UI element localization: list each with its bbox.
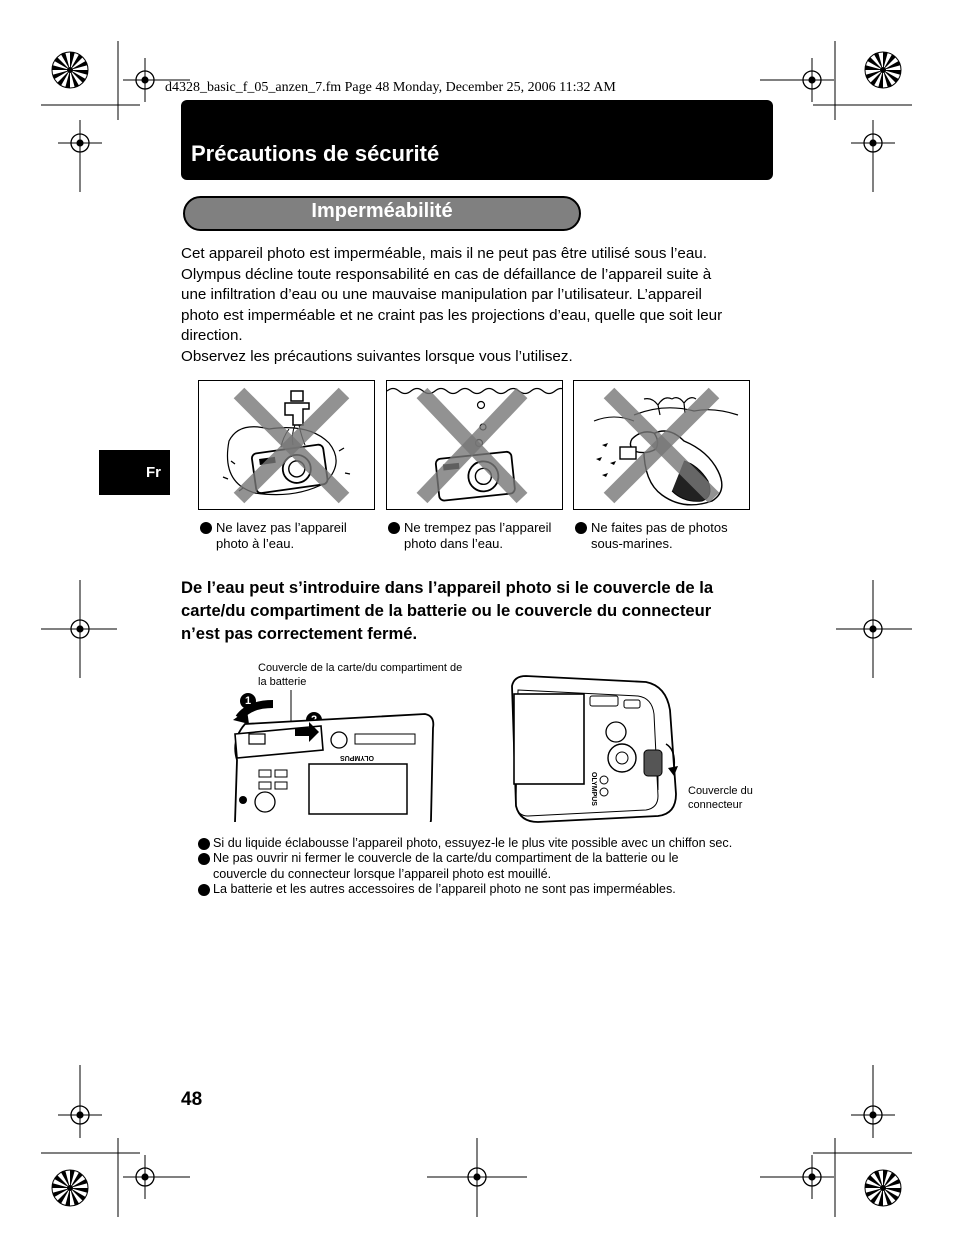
corner-mark-bottom-left (41, 1065, 190, 1217)
intro-line: une infiltration d’eau ou une mauvaise manipulation par l’utilisateur. L’appareil (181, 286, 702, 304)
heading-line: carte/du compartiment de la batterie ou le couvercle du connecteur (181, 600, 712, 620)
battery-cover-label-line: Couvercle de la carte/du compartiment de (258, 662, 463, 674)
camera-bottom-diagram (225, 690, 440, 822)
heading-line: n’est pas correctement fermé. (181, 623, 418, 643)
corner-mark-top-right (760, 41, 912, 192)
note-line: Si du liquide éclabousse l’appareil photo, essuyez-le le plus vite possible avec un chiffon sec. (213, 836, 733, 850)
side-mark-right (836, 580, 912, 678)
connector-cover-label-line: connecteur (688, 799, 743, 811)
warning-caption-line: photo à l’eau. (216, 535, 295, 551)
warning-caption-line: photo dans l’eau. (404, 535, 504, 551)
warning-illustration-wash (198, 380, 375, 510)
brand-logo: OLYMPUS (590, 772, 597, 806)
battery-cover-label-line: la batterie (258, 676, 307, 688)
cover-warning-heading (181, 577, 781, 645)
intro-line: Observez les précautions suivantes lorsque vous l’utilisez. (181, 347, 573, 365)
intro-line: direction. (181, 327, 243, 345)
bullet-icon (198, 838, 210, 850)
list-item (198, 836, 778, 851)
side-mark-left (41, 580, 117, 678)
list-item (198, 851, 778, 882)
intro-line: Olympus décline toute responsabilité en cas de défaillance de l’appareil suite à (181, 265, 712, 283)
list-item (198, 882, 778, 897)
page-number: 48 (181, 1089, 203, 1110)
heading-line: De l’eau peut s’introduire dans l’appareil photo si le couvercle de la (181, 578, 714, 597)
camera-in-water-illustration (387, 381, 562, 509)
note-line: La batterie et les autres accessoires de l’appareil photo ne sont pas imperméables. (213, 882, 676, 897)
connector-cover-label-line: Couvercle du (688, 785, 753, 797)
corner-mark-top-left (41, 41, 190, 192)
bullet-icon (200, 522, 212, 534)
warning-caption-line: Ne faites pas de photos (591, 520, 728, 535)
brand-logo: OLYMPUS (340, 754, 374, 761)
notes-list (198, 836, 778, 898)
warning-caption-underwater (575, 520, 755, 551)
camera-back-diagram (504, 672, 684, 828)
page-title: Précautions de sécurité (191, 141, 440, 166)
section-title: Imperméabilité (311, 200, 453, 222)
camera-under-tap-illustration (199, 381, 374, 509)
bullet-icon (198, 884, 210, 896)
note-line: couvercle du connecteur lorsque l’appareil photo est mouillé. (213, 866, 552, 881)
file-header: d4328_basic_f_05_anzen_7.fm Page 48 Monday, December 25, 2006 11:32 AM (165, 80, 616, 95)
warning-caption-immerse (388, 520, 568, 551)
language-tab-label: Fr (146, 464, 161, 481)
connector-cover-label (688, 784, 778, 812)
intro-line: Cet appareil photo est imperméable, mais il ne peut pas être utilisé sous l’eau. (181, 245, 707, 262)
bullet-icon (388, 522, 400, 534)
warning-caption-line: Ne lavez pas l’appareil (216, 520, 347, 535)
warning-caption-wash (200, 520, 380, 551)
bullet-icon (575, 522, 587, 534)
step-1-badge: 1 (240, 693, 256, 709)
warning-caption-line: Ne trempez pas l’appareil (404, 520, 552, 535)
warning-illustration-immerse (386, 380, 563, 510)
intro-paragraph (181, 244, 781, 368)
title-bar (181, 100, 773, 180)
underwater-photo-illustration (574, 381, 749, 509)
warning-caption-line: sous-marines. (591, 535, 673, 551)
warning-illustration-underwater (573, 380, 750, 510)
bottom-center-mark (427, 1138, 527, 1217)
intro-line: photo est imperméable et ne craint pas les projections d’eau, quelle que soit leur (181, 306, 723, 324)
corner-mark-bottom-right (760, 1065, 912, 1217)
battery-cover-label (258, 661, 498, 689)
bullet-icon (198, 853, 210, 865)
note-line: Ne pas ouvrir ni fermer le couvercle de la carte/du compartiment de la batterie ou le (213, 851, 679, 866)
